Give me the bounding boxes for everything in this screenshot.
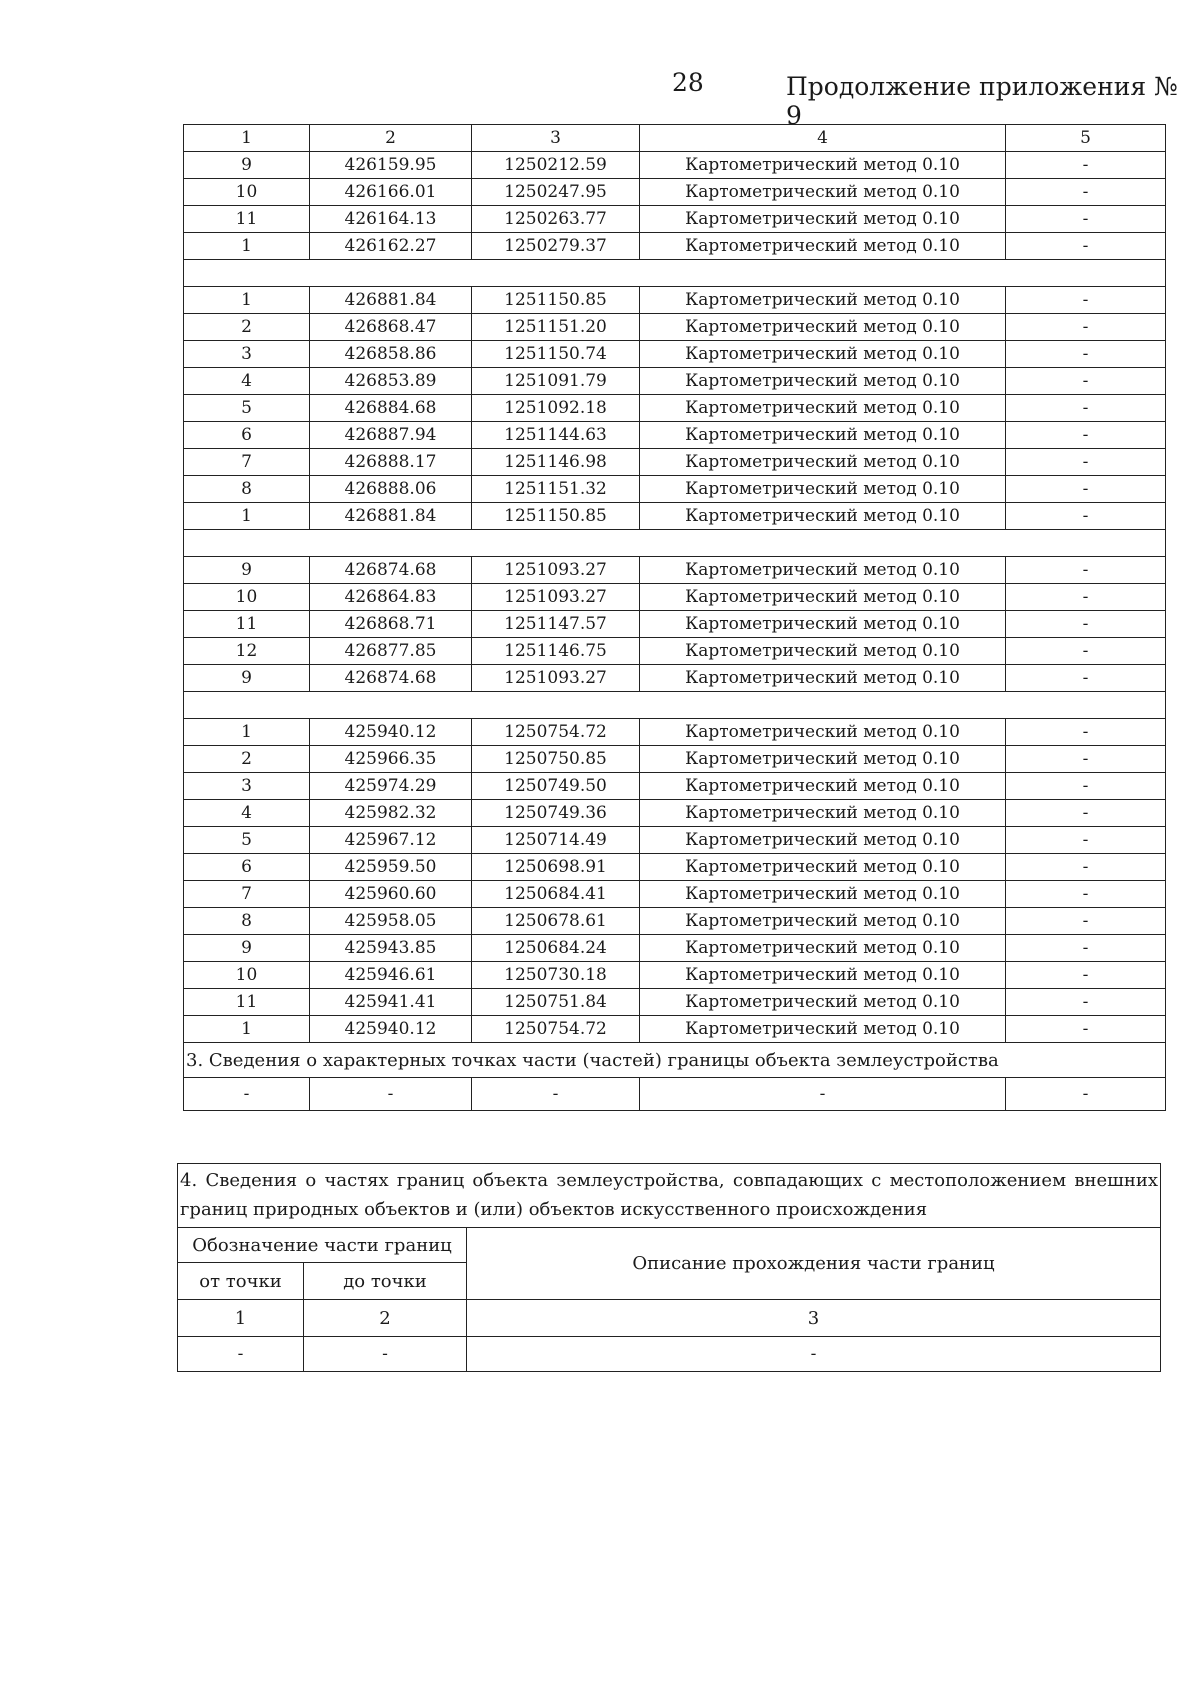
coord-y: 1251092.18 bbox=[472, 395, 640, 422]
point-number: 3 bbox=[184, 773, 310, 800]
note: - bbox=[1006, 395, 1166, 422]
note: - bbox=[1006, 962, 1166, 989]
page-number: 28 bbox=[672, 68, 704, 97]
point-number: 1 bbox=[184, 233, 310, 260]
column-number: 1 bbox=[184, 125, 310, 152]
table-row bbox=[184, 665, 1166, 692]
coord-x: 425966.35 bbox=[310, 746, 472, 773]
point-number: 9 bbox=[184, 665, 310, 692]
coord-x: 426887.94 bbox=[310, 422, 472, 449]
column-number: 3 bbox=[472, 125, 640, 152]
table-row bbox=[184, 800, 1166, 827]
coord-y: 1251151.32 bbox=[472, 476, 640, 503]
method: Картометрический метод 0.10 bbox=[640, 611, 1006, 638]
table-cell: - bbox=[184, 1078, 310, 1111]
note: - bbox=[1006, 908, 1166, 935]
method: Картометрический метод 0.10 bbox=[640, 368, 1006, 395]
section4-title: 4. Сведения о частях границ объекта землеустройства, совпадающих с местоположением внешних границ природных объектов и (или) объектов искусственного происхождения bbox=[178, 1164, 1161, 1228]
method: Картометрический метод 0.10 bbox=[640, 179, 1006, 206]
coord-y: 1250684.41 bbox=[472, 881, 640, 908]
table-cell: - bbox=[310, 1078, 472, 1111]
point-number: 6 bbox=[184, 422, 310, 449]
method: Картометрический метод 0.10 bbox=[640, 962, 1006, 989]
coord-y: 1250749.36 bbox=[472, 800, 640, 827]
coord-x: 425960.60 bbox=[310, 881, 472, 908]
point-number: 3 bbox=[184, 341, 310, 368]
point-number: 2 bbox=[184, 314, 310, 341]
point-number: 7 bbox=[184, 881, 310, 908]
point-number: 8 bbox=[184, 476, 310, 503]
coord-x: 426853.89 bbox=[310, 368, 472, 395]
coord-y: 1250754.72 bbox=[472, 1016, 640, 1043]
method: Картометрический метод 0.10 bbox=[640, 746, 1006, 773]
note: - bbox=[1006, 800, 1166, 827]
coord-x: 426877.85 bbox=[310, 638, 472, 665]
method: Картометрический метод 0.10 bbox=[640, 665, 1006, 692]
coord-y: 1251147.57 bbox=[472, 611, 640, 638]
coord-y: 1250279.37 bbox=[472, 233, 640, 260]
table-row bbox=[184, 341, 1166, 368]
column-number: 2 bbox=[304, 1300, 467, 1337]
table-cell: - bbox=[472, 1078, 640, 1111]
point-number: 11 bbox=[184, 206, 310, 233]
coord-x: 426864.83 bbox=[310, 584, 472, 611]
coord-y: 1251144.63 bbox=[472, 422, 640, 449]
coord-x: 426881.84 bbox=[310, 287, 472, 314]
table-row bbox=[184, 206, 1166, 233]
method: Картометрический метод 0.10 bbox=[640, 584, 1006, 611]
coord-x: 426162.27 bbox=[310, 233, 472, 260]
point-number: 10 bbox=[184, 584, 310, 611]
method: Картометрический метод 0.10 bbox=[640, 152, 1006, 179]
coord-y: 1250754.72 bbox=[472, 719, 640, 746]
separator-cell bbox=[184, 260, 1166, 287]
coordinates-table bbox=[183, 124, 1166, 1111]
boundary-parts-table bbox=[177, 1163, 1161, 1372]
table-cell: - bbox=[640, 1078, 1006, 1111]
method: Картометрический метод 0.10 bbox=[640, 314, 1006, 341]
point-number: 9 bbox=[184, 935, 310, 962]
note: - bbox=[1006, 368, 1166, 395]
table-row bbox=[184, 314, 1166, 341]
method: Картометрический метод 0.10 bbox=[640, 638, 1006, 665]
table-row bbox=[184, 368, 1166, 395]
table-cell: - bbox=[467, 1337, 1161, 1372]
table-row bbox=[184, 233, 1166, 260]
point-number: 5 bbox=[184, 395, 310, 422]
header-from-point: от точки bbox=[178, 1263, 304, 1300]
coord-x: 426164.13 bbox=[310, 206, 472, 233]
method: Картометрический метод 0.10 bbox=[640, 503, 1006, 530]
coord-x: 426874.68 bbox=[310, 557, 472, 584]
coord-x: 426868.71 bbox=[310, 611, 472, 638]
method: Картометрический метод 0.10 bbox=[640, 800, 1006, 827]
method: Картометрический метод 0.10 bbox=[640, 854, 1006, 881]
note: - bbox=[1006, 206, 1166, 233]
column-number: 4 bbox=[640, 125, 1006, 152]
coord-y: 1251151.20 bbox=[472, 314, 640, 341]
point-number: 5 bbox=[184, 827, 310, 854]
point-number: 9 bbox=[184, 557, 310, 584]
table-row bbox=[184, 395, 1166, 422]
method: Картометрический метод 0.10 bbox=[640, 908, 1006, 935]
coord-x: 426868.47 bbox=[310, 314, 472, 341]
note: - bbox=[1006, 665, 1166, 692]
method: Картометрический метод 0.10 bbox=[640, 935, 1006, 962]
note: - bbox=[1006, 179, 1166, 206]
section3-title-row bbox=[184, 1043, 1166, 1078]
point-number: 1 bbox=[184, 1016, 310, 1043]
coord-x: 426888.17 bbox=[310, 449, 472, 476]
table-row bbox=[184, 773, 1166, 800]
coord-y: 1251093.27 bbox=[472, 584, 640, 611]
table-row bbox=[184, 881, 1166, 908]
coord-x: 426881.84 bbox=[310, 503, 472, 530]
separator-cell bbox=[184, 692, 1166, 719]
note: - bbox=[1006, 746, 1166, 773]
note: - bbox=[1006, 476, 1166, 503]
coord-y: 1250751.84 bbox=[472, 989, 640, 1016]
table-row bbox=[184, 962, 1166, 989]
column-number: 2 bbox=[310, 125, 472, 152]
coord-x: 426888.06 bbox=[310, 476, 472, 503]
column-number: 5 bbox=[1006, 125, 1166, 152]
note: - bbox=[1006, 314, 1166, 341]
table-cell: - bbox=[178, 1337, 304, 1372]
coord-x: 425958.05 bbox=[310, 908, 472, 935]
coord-y: 1250247.95 bbox=[472, 179, 640, 206]
coord-x: 425941.41 bbox=[310, 989, 472, 1016]
separator-cell bbox=[184, 530, 1166, 557]
header-to-point: до точки bbox=[304, 1263, 467, 1300]
method: Картометрический метод 0.10 bbox=[640, 287, 1006, 314]
coord-x: 425974.29 bbox=[310, 773, 472, 800]
table-row bbox=[184, 287, 1166, 314]
coord-y: 1251146.98 bbox=[472, 449, 640, 476]
contour-separator bbox=[184, 692, 1166, 719]
coord-x: 426858.86 bbox=[310, 341, 472, 368]
table-header-row bbox=[184, 125, 1166, 152]
method: Картометрический метод 0.10 bbox=[640, 881, 1006, 908]
coord-y: 1251150.85 bbox=[472, 287, 640, 314]
point-number: 4 bbox=[184, 800, 310, 827]
note: - bbox=[1006, 881, 1166, 908]
note: - bbox=[1006, 719, 1166, 746]
note: - bbox=[1006, 854, 1166, 881]
table-row bbox=[184, 422, 1166, 449]
note: - bbox=[1006, 287, 1166, 314]
table-row bbox=[184, 503, 1166, 530]
coord-y: 1250750.85 bbox=[472, 746, 640, 773]
table-row bbox=[184, 908, 1166, 935]
coord-x: 425940.12 bbox=[310, 1016, 472, 1043]
method: Картометрический метод 0.10 bbox=[640, 422, 1006, 449]
table-row bbox=[184, 827, 1166, 854]
coord-y: 1250212.59 bbox=[472, 152, 640, 179]
point-number: 6 bbox=[184, 854, 310, 881]
table-row bbox=[184, 476, 1166, 503]
note: - bbox=[1006, 638, 1166, 665]
method: Картометрический метод 0.10 bbox=[640, 773, 1006, 800]
note: - bbox=[1006, 584, 1166, 611]
coord-x: 426166.01 bbox=[310, 179, 472, 206]
method: Картометрический метод 0.10 bbox=[640, 206, 1006, 233]
table-row bbox=[184, 611, 1166, 638]
point-number: 1 bbox=[184, 287, 310, 314]
table-row bbox=[184, 854, 1166, 881]
table-cell: - bbox=[304, 1337, 467, 1372]
coord-x: 425967.12 bbox=[310, 827, 472, 854]
note: - bbox=[1006, 449, 1166, 476]
point-number: 1 bbox=[184, 503, 310, 530]
coord-y: 1250730.18 bbox=[472, 962, 640, 989]
note: - bbox=[1006, 935, 1166, 962]
method: Картометрический метод 0.10 bbox=[640, 395, 1006, 422]
coord-x: 426884.68 bbox=[310, 395, 472, 422]
point-number: 11 bbox=[184, 989, 310, 1016]
coord-y: 1251146.75 bbox=[472, 638, 640, 665]
point-number: 10 bbox=[184, 179, 310, 206]
column-number: 3 bbox=[467, 1300, 1161, 1337]
note: - bbox=[1006, 1016, 1166, 1043]
table-row bbox=[184, 746, 1166, 773]
note: - bbox=[1006, 341, 1166, 368]
note: - bbox=[1006, 827, 1166, 854]
coord-y: 1250749.50 bbox=[472, 773, 640, 800]
table-row bbox=[184, 152, 1166, 179]
method: Картометрический метод 0.10 bbox=[640, 449, 1006, 476]
point-number: 8 bbox=[184, 908, 310, 935]
point-number: 11 bbox=[184, 611, 310, 638]
table-row bbox=[184, 638, 1166, 665]
table-cell: - bbox=[1006, 1078, 1166, 1111]
point-number: 2 bbox=[184, 746, 310, 773]
table-row bbox=[184, 584, 1166, 611]
table-row bbox=[184, 557, 1166, 584]
coord-y: 1251091.79 bbox=[472, 368, 640, 395]
coord-y: 1250678.61 bbox=[472, 908, 640, 935]
table-row bbox=[184, 989, 1166, 1016]
method: Картометрический метод 0.10 bbox=[640, 827, 1006, 854]
coord-y: 1250698.91 bbox=[472, 854, 640, 881]
table-row bbox=[184, 449, 1166, 476]
note: - bbox=[1006, 611, 1166, 638]
note: - bbox=[1006, 557, 1166, 584]
point-number: 1 bbox=[184, 719, 310, 746]
method: Картометрический метод 0.10 bbox=[640, 233, 1006, 260]
point-number: 10 bbox=[184, 962, 310, 989]
coord-x: 425943.85 bbox=[310, 935, 472, 962]
table-row bbox=[184, 179, 1166, 206]
method: Картометрический метод 0.10 bbox=[640, 719, 1006, 746]
note: - bbox=[1006, 773, 1166, 800]
coord-y: 1251093.27 bbox=[472, 557, 640, 584]
point-number: 4 bbox=[184, 368, 310, 395]
table-row bbox=[184, 1078, 1166, 1111]
point-number: 12 bbox=[184, 638, 310, 665]
method: Картометрический метод 0.10 bbox=[640, 341, 1006, 368]
point-number: 9 bbox=[184, 152, 310, 179]
method: Картометрический метод 0.10 bbox=[640, 557, 1006, 584]
coord-x: 425940.12 bbox=[310, 719, 472, 746]
header-description: Описание прохождения части границ bbox=[467, 1228, 1161, 1300]
coord-y: 1251150.74 bbox=[472, 341, 640, 368]
coord-y: 1250684.24 bbox=[472, 935, 640, 962]
coord-x: 425982.32 bbox=[310, 800, 472, 827]
table-row bbox=[184, 935, 1166, 962]
coord-x: 425959.50 bbox=[310, 854, 472, 881]
coord-x: 426874.68 bbox=[310, 665, 472, 692]
section3-title: 3. Сведения о характерных точках части (частей) границы объекта землеустройства bbox=[184, 1043, 1166, 1078]
coord-y: 1251150.85 bbox=[472, 503, 640, 530]
note: - bbox=[1006, 503, 1166, 530]
note: - bbox=[1006, 422, 1166, 449]
method: Картометрический метод 0.10 bbox=[640, 989, 1006, 1016]
coord-y: 1251093.27 bbox=[472, 665, 640, 692]
table-row bbox=[184, 1016, 1166, 1043]
method: Картометрический метод 0.10 bbox=[640, 1016, 1006, 1043]
column-number: 1 bbox=[178, 1300, 304, 1337]
coord-x: 426159.95 bbox=[310, 152, 472, 179]
header-designation: Обозначение части границ bbox=[178, 1228, 467, 1263]
table-row bbox=[184, 719, 1166, 746]
page-title: Продолжение приложения № 9 bbox=[786, 72, 1178, 130]
note: - bbox=[1006, 233, 1166, 260]
contour-separator bbox=[184, 260, 1166, 287]
method: Картометрический метод 0.10 bbox=[640, 476, 1006, 503]
coord-y: 1250263.77 bbox=[472, 206, 640, 233]
note: - bbox=[1006, 989, 1166, 1016]
coord-y: 1250714.49 bbox=[472, 827, 640, 854]
point-number: 7 bbox=[184, 449, 310, 476]
note: - bbox=[1006, 152, 1166, 179]
contour-separator bbox=[184, 530, 1166, 557]
coord-x: 425946.61 bbox=[310, 962, 472, 989]
